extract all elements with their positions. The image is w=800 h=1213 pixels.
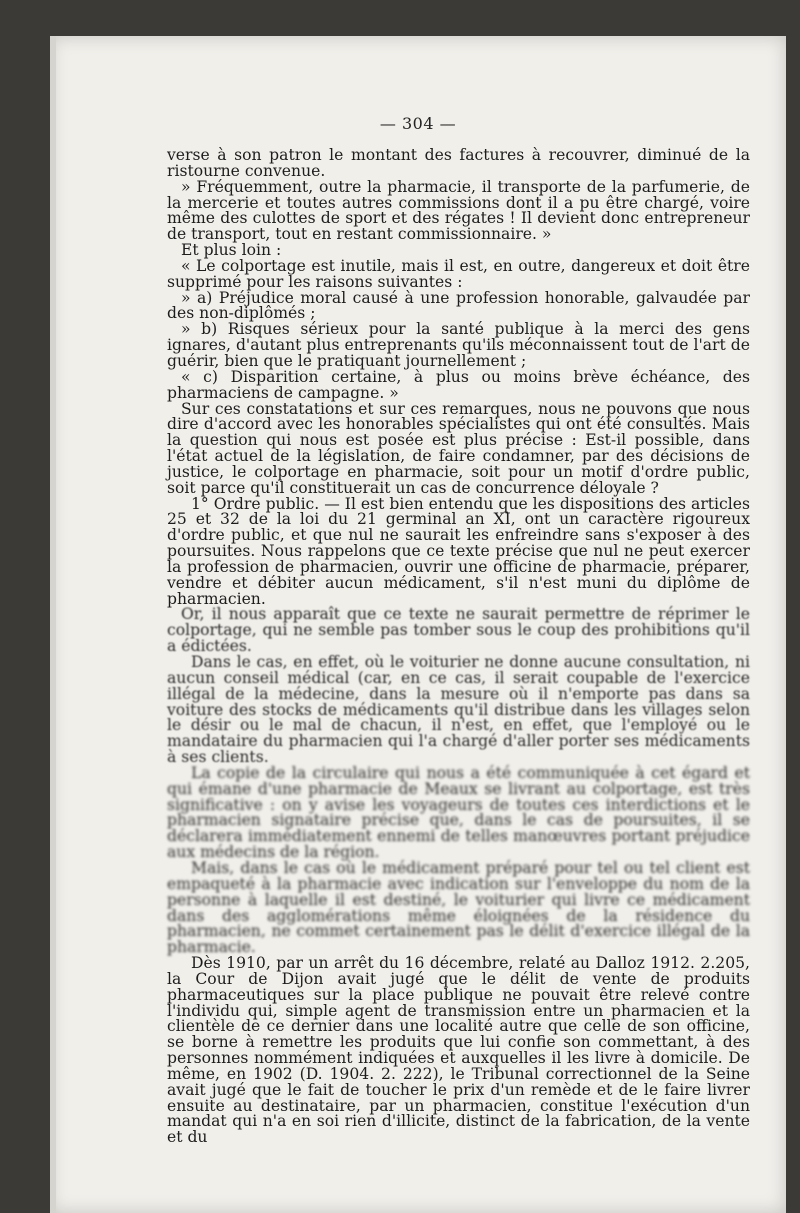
paragraph: « Le colportage est inutile, mais il est, en outre, dangereux et doit être supprimé pour les raisons suivantes : <box>167 256 750 291</box>
paragraph: Sur ces constatations et sur ces remarques, nous ne pouvons que nous dire d'accord avec les honorables spécialistes qui ont été consultés. Mais la question qui nous est posée est plus précise : Est-il possible, dans l'état actuel de la législation, de faire condamner, par des décisions de justice, le colportage en pharmacie, soit pour un motif d'ordre public, soit parce qu'il constituerait un cas de concurrence déloyale ? <box>167 399 750 497</box>
paragraph: Et plus loin : <box>181 241 282 260</box>
body-text <box>167 148 750 1146</box>
page-edge <box>50 36 56 1213</box>
paragraph: La copie de la circulaire qui nous a été communiquée à cet égard et qui émane d'une pharmacie de Meaux se livrant au colportage, est très significative : on y avise les voyageurs de toutes ces interdictions et le pharmacien signataire précise que, dans le cas de poursuites, il se déclarera immédiatement ennemi de telles manœuvres portant préjudice aux médecins de la région. <box>167 763 750 862</box>
paragraph: » a) Préjudice moral causé à une profession honorable, galvaudée par des non-diplômés ; <box>167 288 750 323</box>
paragraph: « c) Disparition certaine, à plus ou moins brève échéance, des pharmaciens de campagne. » <box>167 367 750 402</box>
paragraph: verse à son patron le montant des factures à recouvrer, diminué de la ristourne convenue. <box>167 146 750 180</box>
paragraph: » b) Risques sérieux pour la santé publique à la merci des gens ignares, d'autant plus entreprenants qu'ils méconnaissent tout de l'art de guérir, bien que le pratiquant journellement ; <box>167 320 750 370</box>
paragraph: Mais, dans le cas où le médicament préparé pour tel ou tel client est empaqueté à la pharmacie avec indication sur l'enveloppe du nom de la personne à laquelle il est destiné, le voiturier qui livre ce médicament dans des agglomérations même éloignées de la résidence du pharmacien, ne commet certainement pas le délit d'exercice illégal de la pharmacie. <box>167 858 750 957</box>
document-page <box>50 36 786 1213</box>
paragraph: Dans le cas, en effet, où le voiturier ne donne aucune consultation, ni aucun conseil médical (car, en ce cas, il serait coupable de l'exercice illégal de la médecine, dans la mesure où il n'emporte pas dans sa voiture des stocks de médicaments qu'il distribue dans les villages selon le désir ou le mal de chacun, il n'est, en effet, que l'employé ou le mandataire du pharmacien qui l'a chargé d'aller porter ses médicaments à ses clients. <box>167 653 750 767</box>
paragraph: 1° Ordre public. — Il est bien entendu que les dispositions des articles 25 et 32 de la loi du 21 germinal an XI, ont un caractère rigoureux d'ordre public, et que nul ne saurait les enfreindre sans s'exposer à des poursuites. Nous rappelons que ce texte précise que nul ne peut exercer la profession de pharmacien, ouvrir une officine de pharmacie, préparer, vendre et débiter aucun médicament, s'il n'est muni du diplôme de pharmacien. <box>167 494 750 608</box>
paragraph: Or, il nous apparaît que ce texte ne saurait permettre de réprimer le colportage, qui ne semble pas tomber sous le coup des prohibitions qu'il a édictées. <box>167 605 750 656</box>
page-number: — 304 — <box>379 114 457 133</box>
paragraph: Dès 1910, par un arrêt du 16 décembre, relaté au Dalloz 1912. 2.205, la Cour de Dijon avait jugé que le délit de vente de produits pharmaceutiques sur la place publique ne pouvait être relevé contre l'individu qui, simple agent de transmission entre un pharmacien et la clientèle de ce dernier dans une localité autre que celle de son officine, se borne à remettre les produits que lui confie son commettant, à des personnes nommément indiquées et auxquelles il les livre à domicile. De même, en 1902 (D. 1904. 2. 222), le Tribunal correctionnel de la Seine avait jugé que le fait de toucher le prix d'un remède et de le faire livrer ensuite au destinataire, par un pharmacien, constitue l'exécution d'un mandat qui n'a en soi rien d'illicite, distinct de la fabrication, de la vente et du <box>167 954 750 1147</box>
paragraph: » Fréquemment, outre la pharmacie, il transporte de la parfumerie, de la mercerie et toutes autres commissions dont il a pu être chargé, voire même des culottes de sport et des régates ! Il devient donc entrepreneur de transport, tout en restant commissionnaire. » <box>167 177 750 244</box>
